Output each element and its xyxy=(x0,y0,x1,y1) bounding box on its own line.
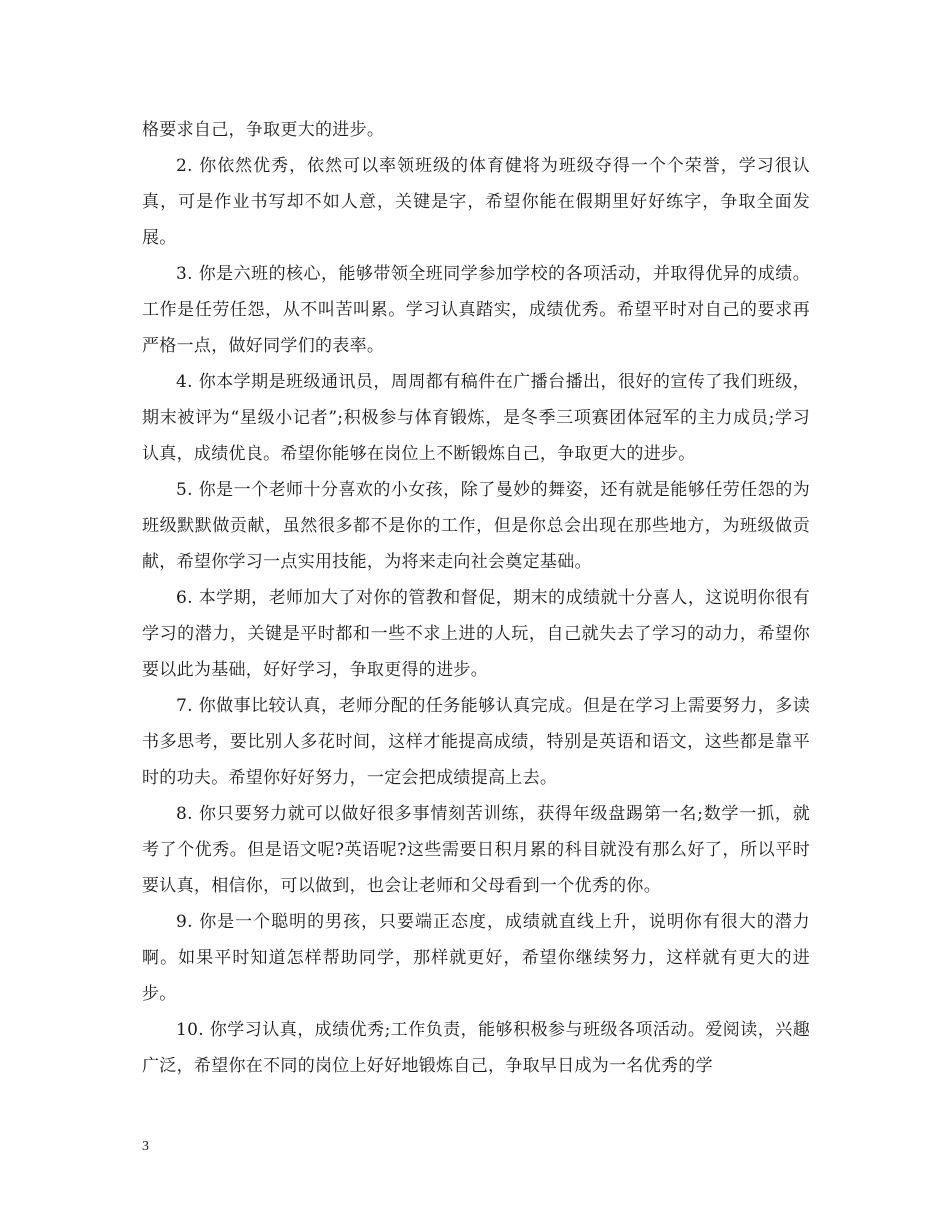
document-body xyxy=(142,112,810,1084)
paragraph-item-4: 4. 你本学期是班级通讯员，周周都有稿件在广播台播出，很好的宣传了我们班级，期末被评为“星级小记者”;积极参与体育锻炼，是冬季三项赛团体冠军的主力成员;学习认真，成绩优良。希望你能够在岗位上不断锻炼自己，争取更大的进步。 xyxy=(142,372,810,464)
page-number: 3 xyxy=(142,1139,149,1154)
paragraph-item-5: 5. 你是一个老师十分喜欢的小女孩，除了曼妙的舞姿，还有就是能够任劳任怨的为班级默默做贡献，虽然很多都不是你的工作，但是你总会出现在那些地方，为班级做贡献，希望你学习一点实用技能，为将来走向社会奠定基础。 xyxy=(142,480,810,572)
paragraph-item-10: 10. 你学习认真，成绩优秀;工作负责，能够积极参与班级各项活动。爱阅读，兴趣广泛，希望你在不同的岗位上好好地锻炼自己，争取早日成为一名优秀的学 xyxy=(142,1020,810,1076)
paragraph-item-2: 2. 你依然优秀，依然可以率领班级的体育健将为班级夺得一个个荣誉，学习很认真，可是作业书写却不如人意，关键是字，希望你能在假期里好好练字，争取全面发展。 xyxy=(142,156,810,248)
paragraph-item-9: 9. 你是一个聪明的男孩，只要端正态度，成绩就直线上升，说明你有很大的潜力啊。如果平时知道怎样帮助同学，那样就更好，希望你继续努力，这样就有更大的进步。 xyxy=(142,912,810,1004)
paragraph-item-7: 7. 你做事比较认真，老师分配的任务能够认真完成。但是在学习上需要努力，多读书多思考，要比别人多花时间，这样才能提高成绩，特别是英语和语文，这些都是靠平时的功夫。希望你好好努力，一定会把成绩提高上去。 xyxy=(142,696,810,788)
paragraph-item-6: 6. 本学期，老师加大了对你的管教和督促，期末的成绩就十分喜人，这说明你很有学习的潜力，关键是平时都和一些不求上进的人玩，自己就失去了学习的动力，希望你要以此为基础，好好学习，争取更得的进步。 xyxy=(142,588,810,680)
paragraph-continuation: 格要求自己，争取更大的进步。 xyxy=(142,120,385,140)
paragraph-item-8: 8. 你只要努力就可以做好很多事情刻苦训练，获得年级盘踢第一名;数学一抓，就考了个优秀。但是语文呢?英语呢?这些需要日积月累的科目就没有那么好了，所以平时要认真，相信你，可以做到，也会让老师和父母看到一个优秀的你。 xyxy=(142,804,810,896)
paragraph-item-3: 3. 你是六班的核心，能够带领全班同学参加学校的各项活动，并取得优异的成绩。工作是任劳任怨，从不叫苦叫累。学习认真踏实，成绩优秀。希望平时对自己的要求再严格一点，做好同学们的表率。 xyxy=(142,264,810,356)
